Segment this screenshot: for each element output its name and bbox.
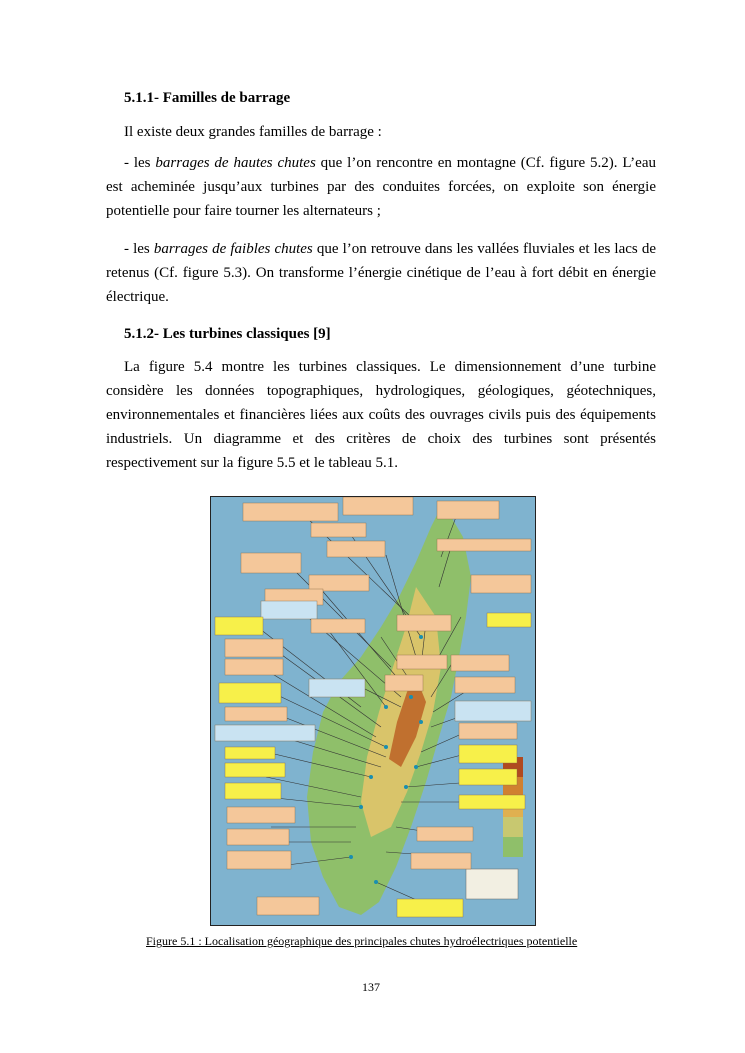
section-heading-5-1-2: 5.1.2- Les turbines classiques [9] <box>124 326 331 342</box>
emphasis-low-head: barrages de faibles chutes <box>153 241 313 257</box>
madagascar-hydro-map <box>210 496 536 926</box>
item-prefix: - les <box>124 155 156 171</box>
paragraph-classic-turbines: La figure 5.4 montre les turbines classiques. Le dimensionnement d’une turbine considère les données topographiques, hydrologiques, géologiques, géotechniques, environnementales et financières liées aux coûts des ouvrages civils puis des équipements industriels. Un diagramme et des critères de choix des turbines sont présentés respectivement sur la figure 5.5 et le tableau 5.1. <box>106 359 656 471</box>
paragraph-low-head-dams <box>106 237 656 309</box>
emphasis-high-head: barrages de hautes chutes <box>155 155 316 171</box>
map-image <box>211 497 535 925</box>
item-prefix: - les <box>124 241 154 257</box>
figure-caption: Figure 5.1 : Localisation géographique des principales chutes hydroélectriques potentielle <box>146 934 578 948</box>
item-text: que l’on retrouve dans les vallées fluviales et les lacs de retenus (Cf. figure 5.3). On transforme l’énergie cinétique de l’eau à fort débit en énergie électrique. <box>106 241 656 305</box>
paragraph-high-head-dams <box>106 151 656 223</box>
item-text: que l’on rencontre en montagne (Cf. figure 5.2). L’eau est acheminée jusqu’aux turbines par des conduites forcées, on exploite son énergie potentielle pour faire tourner les alternateurs ; <box>106 155 656 219</box>
section-heading-5-1-1: 5.1.1- Familles de barrage <box>124 90 291 106</box>
intro-paragraph: Il existe deux grandes familles de barrage : <box>124 124 382 140</box>
page-number: 137 <box>362 980 380 994</box>
